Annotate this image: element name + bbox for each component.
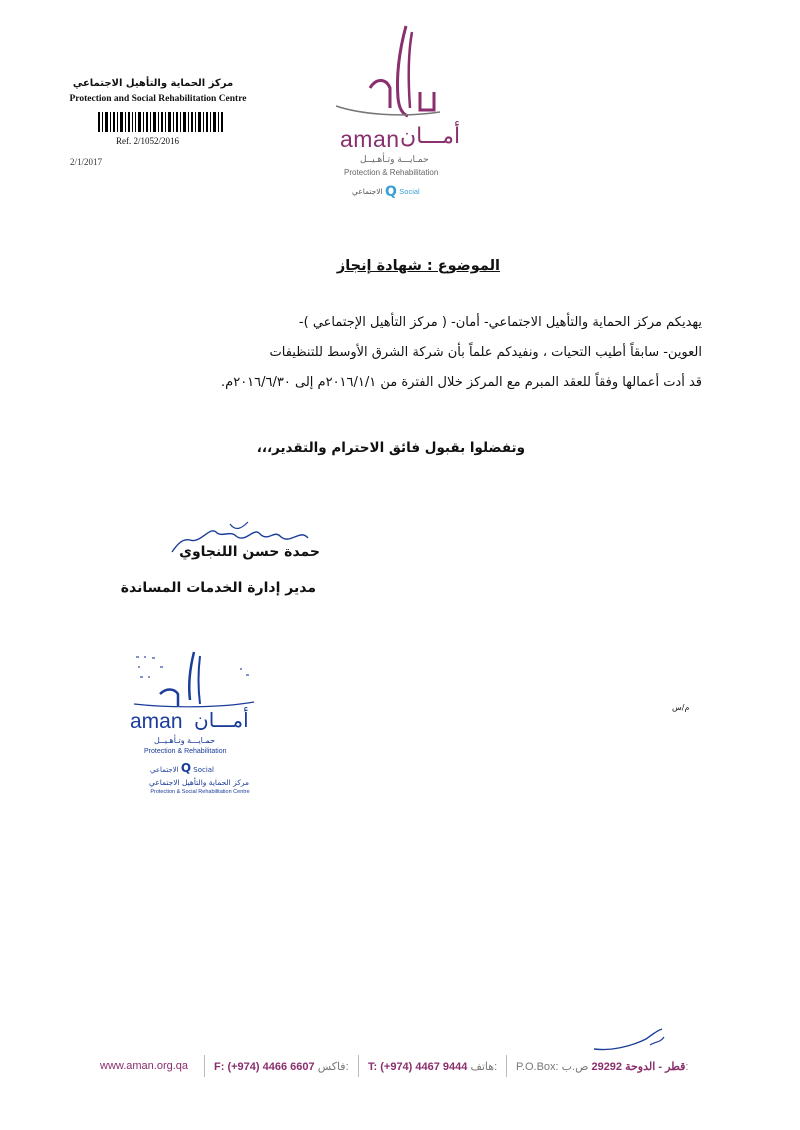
footer-contact-bar	[96, 1055, 716, 1079]
social-q-icon: Q	[385, 184, 397, 200]
pob-label: P.O.Box:	[516, 1061, 559, 1073]
received-stamp	[58, 78, 258, 180]
stamp-social-en: Social	[193, 766, 215, 774]
fax-label-ar: فاكس:	[317, 1061, 349, 1073]
footer-divider	[358, 1055, 359, 1077]
stamp-centre-ar: مركز الحماية والتأهيل الاجتماعي	[148, 778, 249, 787]
letter-line: يهديكم مركز الحماية والتأهيل الاجتماعي- أمان- ( مركز التأهيل الإجتماعي )-	[298, 315, 702, 330]
logo-social-en: Social	[399, 187, 420, 196]
letter-closing: وتفضلوا بقبول فائق الاحترام والتقدير،،،	[256, 440, 525, 456]
stamp-aman-en: aman	[130, 710, 183, 733]
stamp-social-ar: الاجتماعي	[150, 766, 179, 774]
aman-logo	[330, 18, 460, 198]
fax-label: F:	[214, 1061, 225, 1073]
footer-signature-icon	[590, 1025, 680, 1055]
letter-line: قد أدت أعمالها وفقاً للعقد المبرم مع المركز خلال الفترة من ٢٠١٦/١/١م إلى ٢٠١٦/٦/٣٠م.	[221, 375, 702, 390]
letter-line: العوين- سابقاً أطيب التحيات ، ونفيدكم علماً بأن شركة الشرق الأوسط للتنظيفات	[269, 345, 702, 360]
footer-website[interactable]: www.aman.org.qa	[100, 1060, 189, 1072]
logo-aman-ar: أمـــان	[400, 124, 461, 149]
footer-tel	[368, 1060, 497, 1073]
footer-divider	[204, 1055, 205, 1077]
stamp-name-ar: مركز الحماية والتأهيل الاجتماعي	[72, 78, 234, 89]
stamp-subtitle-en: Protection & Rehabilitation	[144, 748, 227, 755]
tel-label-ar: هاتف:	[470, 1061, 498, 1073]
letter-subject: الموضوع : شهادة إنجاز	[336, 258, 500, 274]
official-stamp	[130, 648, 270, 798]
pob-label-ar: ص.ب:	[561, 1061, 689, 1073]
footer-divider	[506, 1055, 507, 1077]
reference-number: Ref. 2/1052/2016	[116, 136, 179, 146]
logo-subtitle-ar: حمـايـــة وتـأهـيــل	[360, 155, 429, 165]
aman-logo-mark-icon	[330, 18, 460, 128]
stamp-subtitle-ar: حمـايـــة وتـأهـيــل	[154, 736, 216, 745]
tel-number: (+974) 4467 9444	[380, 1061, 468, 1073]
signatory-title: مدير إدارة الخدمات المساندة	[120, 580, 316, 596]
logo-subtitle-en: Protection & Rehabilitation	[344, 168, 439, 177]
footer-fax	[214, 1060, 349, 1073]
stamp-date: 2/1/2017	[70, 157, 103, 167]
signatory-name: حمدة حسن اللنجاوي	[179, 544, 320, 560]
stamp-name-en: Protection and Social Rehabilitation Centre	[69, 94, 247, 104]
logo-social-ar: الاجتماعي	[352, 187, 383, 196]
stamp-aman-ar: أمـــان	[194, 708, 249, 732]
letter-body	[142, 308, 702, 398]
logo-aman-en: aman	[340, 126, 400, 152]
stamp-social-q-icon: Q	[180, 761, 192, 775]
logo-social	[352, 184, 420, 200]
pob-value-ar: قطر - الدوحة 29292	[591, 1061, 686, 1073]
typist-initials: م/س	[672, 703, 690, 712]
stamp-centre-en: Protection & Social Rehabilitation Centre	[150, 789, 250, 795]
fax-number: (+974) 4466 6607	[227, 1061, 315, 1073]
stamp-dots-icon	[130, 648, 270, 708]
barcode-icon	[98, 112, 224, 132]
stamp-social	[150, 761, 214, 775]
tel-label: T:	[368, 1061, 378, 1073]
footer-pobox	[516, 1060, 688, 1073]
